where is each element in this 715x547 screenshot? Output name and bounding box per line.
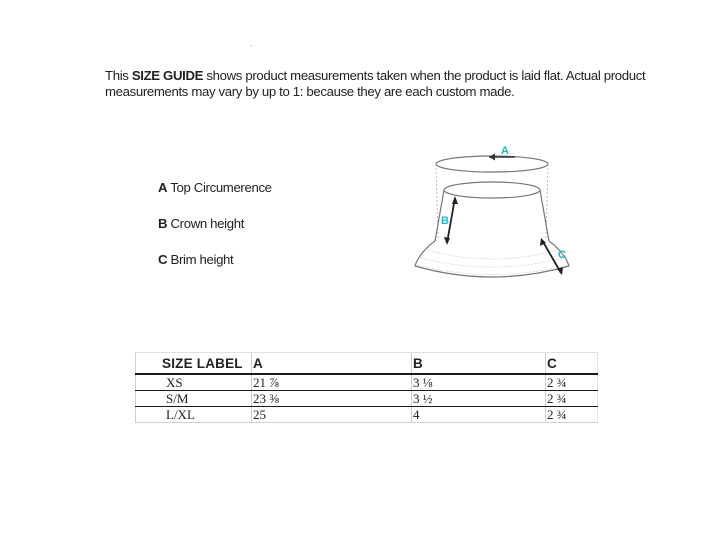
diagram-label-c: C [558,249,566,261]
cell-b: 4 [412,407,546,423]
legend-key-b: B [158,216,168,231]
diagram-label-a: A [501,145,509,157]
size-guide-intro [105,68,665,100]
legend-item-a [158,180,272,195]
table-row [136,407,598,423]
header-c: C [546,353,598,375]
bucket-hat-diagram [405,138,585,298]
cell-b: 3 ½ [412,391,546,407]
legend-label-b: Crown height [167,216,245,231]
cell-c: 2 ¾ [546,407,598,423]
size-table [135,352,598,423]
table-row [136,391,598,407]
table-row [136,374,598,391]
cell-size: L/XL [136,407,252,423]
arrow-b-head-top-icon [452,196,458,204]
header-b: B [412,353,546,375]
legend-item-b [158,216,244,231]
intro-size-guide-bold: SIZE GUIDE [131,68,204,83]
cell-size: S/M [136,391,252,407]
crown-side-right [540,190,549,241]
cell-c: 2 ¾ [546,391,598,407]
intro-text-start: This [105,68,132,83]
intro-line-2: measurements may vary by up to 1: because they are each custom made. [105,84,515,99]
legend-label-c: Brim height [167,252,234,267]
diagram-label-b: B [441,215,449,227]
cell-a: 21 ⅞ [252,374,412,391]
intro-line-1 [105,68,665,84]
table-header-row [136,353,598,375]
stray-dot: . [250,39,253,48]
arrow-a-head-icon [489,154,495,161]
cell-a: 23 ⅜ [252,391,412,407]
intro-text-rest: shows product measurements taken when the product is laid flat. Actual product [203,68,646,83]
cell-c: 2 ¾ [546,374,598,391]
cell-b: 3 ⅛ [412,374,546,391]
legend-key-a: A [158,180,168,195]
header-a: A [252,353,412,375]
legend-label-a: Top Circumerence [167,180,272,195]
cell-size: XS [136,374,252,391]
legend-key-c: C [158,252,168,267]
legend-item-c [158,252,233,267]
crown-top-ellipse [444,182,540,198]
header-size-label: SIZE LABEL [136,353,252,375]
cell-a: 25 [252,407,412,423]
